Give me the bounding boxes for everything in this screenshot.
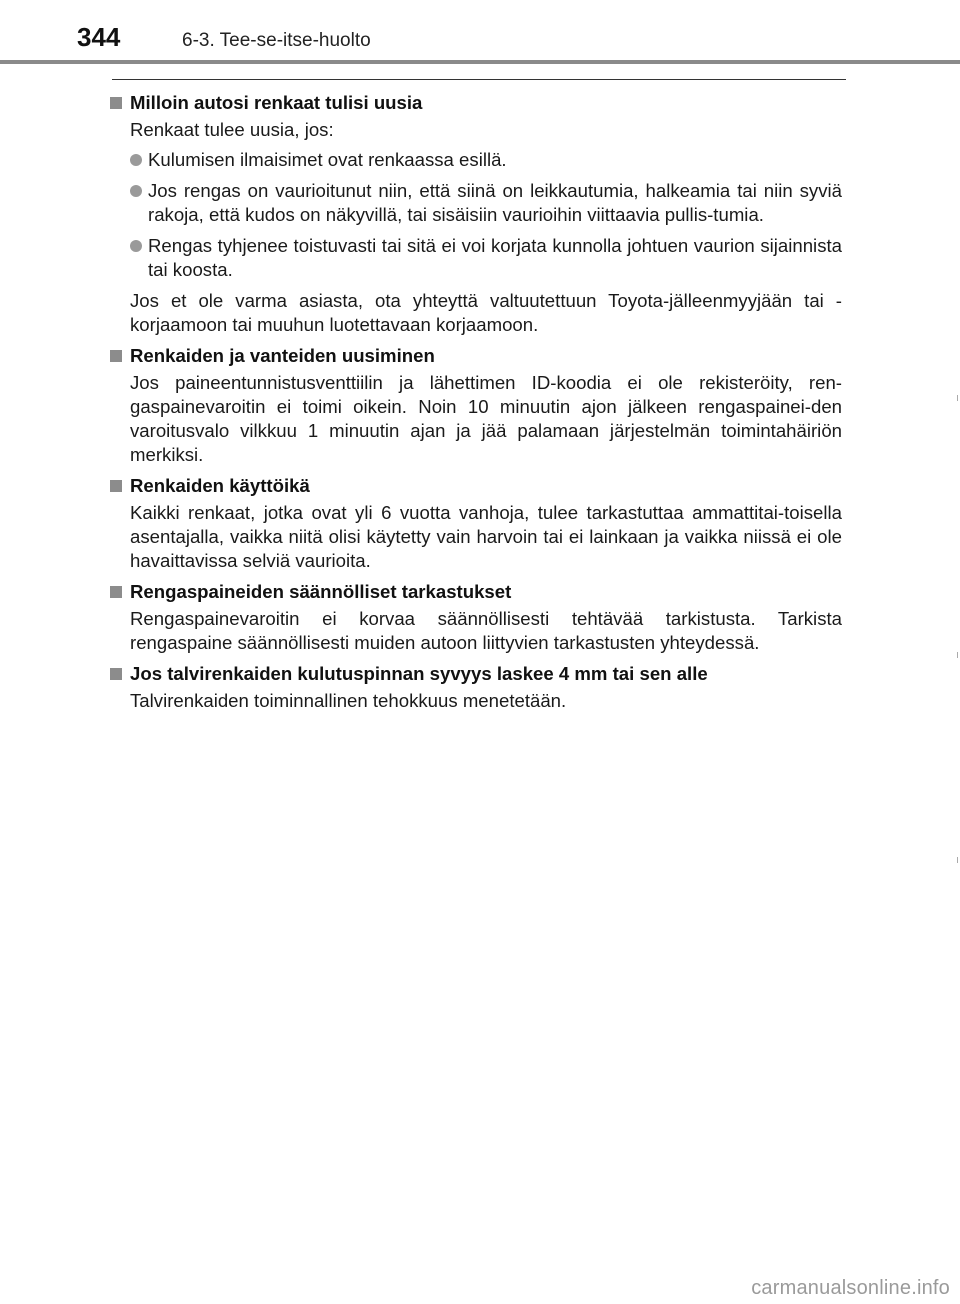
section-paragraph: Jos et ole varma asiasta, ota yhteyttä valtuutettuun Toyota-jälleenmyyjään tai -korjaamoon tai muuhun luotettavaan korjaamoon. [130, 290, 842, 335]
square-icon [110, 480, 122, 492]
section-heading-text: Rengaspaineiden säännölliset tarkastukset [130, 581, 512, 602]
section-tire-lifespan [110, 474, 842, 573]
page-number: 344 [77, 22, 121, 52]
dot-icon [130, 154, 142, 166]
section-heading-text: Milloin autosi renkaat tulisi uusia [130, 92, 423, 113]
section-pressure-checks [110, 580, 842, 655]
section-paragraph: Talvirenkaiden toiminnallinen tehokkuus menetetään. [130, 690, 567, 711]
bullet-text: Jos rengas on vaurioitunut niin, että siinä on leikkautumia, halkeamia tai niin syviä rakoja, että kudos on näkyvillä, tai sisäisiin vaurioihin viittaavia pullis-tumia. [148, 180, 842, 225]
dot-icon [130, 185, 142, 197]
header-divider [0, 60, 960, 64]
section-paragraph: Rengaspainevaroitin ei korvaa säännöllisesti tehtävää tarkistusta. Tarkista rengaspaine säännöllisesti muiden autoon liittyvien tarkastusten yhteydessä. [130, 608, 842, 653]
square-icon [110, 586, 122, 598]
section-heading [110, 474, 842, 498]
square-icon [110, 350, 122, 362]
margin-mark [957, 652, 958, 658]
content-body [110, 91, 842, 720]
section-paragraph: Renkaat tulee uusia, jos: [130, 119, 334, 140]
square-icon [110, 668, 122, 680]
chapter-title: 6-3. Tee-se-itse-huolto [182, 30, 371, 51]
section-heading [110, 344, 842, 368]
section-wheel-replacement [110, 344, 842, 467]
margin-mark [957, 395, 958, 401]
square-icon [110, 97, 122, 109]
section-tire-replacement [110, 91, 842, 337]
bullet-item [130, 234, 842, 282]
content-divider [112, 79, 846, 80]
section-heading-text: Jos talvirenkaiden kulutuspinnan syvyys laskee 4 mm tai sen alle [130, 663, 708, 684]
bullet-text: Kulumisen ilmaisimet ovat renkaassa esillä. [148, 149, 507, 170]
dot-icon [130, 240, 142, 252]
section-heading [110, 580, 842, 604]
section-paragraph: Kaikki renkaat, jotka ovat yli 6 vuotta vanhoja, tulee tarkastuttaa ammattitai-toisella asentajalla, vaikka niitä olisi käytetty vain harvoin tai ei lainkaan ja vaikka niissä ei ole havaittavissa selviä vaurioita. [130, 502, 842, 571]
watermark: carmanualsonline.info [751, 1277, 950, 1299]
section-paragraph: Jos paineentunnistusventtiilin ja lähettimen ID-koodia ei ole rekisteröity, ren-gaspainevaroitin ei toimi oikein. Noin 10 minuutin ajon jälkeen rengaspainei-den varoitusvalo vilkkuu 1 minuutin ajan ja jää palamaan järjestelmän toimintahäiriön merkiksi. [130, 372, 842, 465]
margin-mark [957, 857, 958, 863]
section-heading [110, 662, 842, 686]
bullet-text: Rengas tyhjenee toistuvasti tai sitä ei voi korjata kunnolla johtuen vaurion sijainnista tai koosta. [148, 235, 842, 280]
section-heading [110, 91, 842, 115]
page-header [0, 0, 960, 70]
section-heading-text: Renkaiden ja vanteiden uusiminen [130, 345, 435, 366]
section-winter-tires [110, 662, 842, 713]
bullet-item [130, 179, 842, 227]
bullet-item [130, 148, 842, 172]
section-heading-text: Renkaiden käyttöikä [130, 475, 310, 496]
